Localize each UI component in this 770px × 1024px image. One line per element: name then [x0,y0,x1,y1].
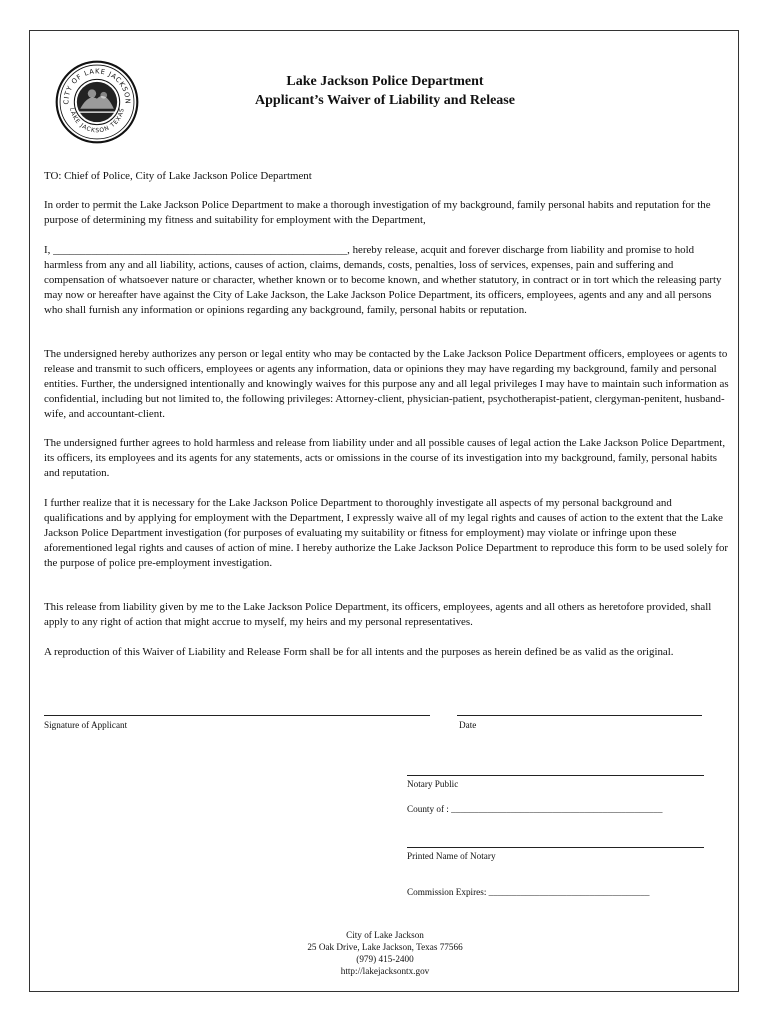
paragraph-7: A reproduction of this Waiver of Liability and Release Form shall be for all intents and the purposes as herein defined be as valid as the original. [44,646,674,658]
commission-expires-field[interactable]: Commission Expires: ___________________________________ [407,887,650,897]
paragraph-6: This release from liability given by me to the Lake Jackson Police Department, its officers, employees, agents and all others as heretofore provided, shall apply to any right of action that might accrue to myself, my heirs and my personal representatives. [44,601,712,628]
footer-street: 25 Oak Drive, Lake Jackson, Texas 77566 [307,942,463,952]
footer-website-link[interactable]: http://lakejacksontx.gov [340,966,430,976]
footer-city: City of Lake Jackson [346,930,424,940]
page-title: Lake Jackson Police Department [286,74,484,89]
paragraph-1: In order to permit the Lake Jackson Police Department to make a thorough investigation of my background, family personal habits and reputation for the purpose of determining my fitness and suitability for employment with the Department, [44,199,711,226]
notary-public-label: Notary Public [407,779,459,789]
page-subtitle: Applicant’s Waiver of Liability and Release [255,93,515,108]
date-line[interactable] [457,715,702,716]
printed-name-label: Printed Name of Notary [407,851,496,861]
applicant-signature-label: Signature of Applicant [44,720,128,730]
footer-address [0,929,770,977]
paragraph-2: I, ______________________________________________________, hereby release, acquit and forever discharge from liability and promise to hold harmless from any and all liability, actions, causes of action, claims, demands, costs, penalties, loss of services, expenses, pain and suffering and compensation of whatsoever nature or character, whether known or to become known, and whether statutory, in contract or in tort which the releasing party may now or hereafter have against the City of Lake Jackson, the Lake Jackson Police Department, its officers, employees, agents and any and all persons who shall furnish any information or opinions regarding any background, family, personal habits or reputation. [44,244,722,316]
county-field[interactable]: County of : ______________________________________________ [407,804,663,814]
paragraph-3: The undersigned hereby authorizes any person or legal entity who may be contacted by the Lake Jackson Police Department officers, employees or agents to release and transmit to such officers, employees or agents any information, data or opinions they may have regarding my background, family and personal entities. Further, the undersigned intentionally and knowingly waives for this purpose any and all legal privileges I may have to maintain such information as confidential, including but not limited to, the following privileges: Attorney-client, physician-patient, psychotherapist-patient, clergyman-penitent, husband-wife, and accountant-client. [44,348,729,420]
date-label: Date [459,720,477,730]
applicant-signature-line[interactable] [44,715,430,716]
printed-name-line[interactable] [407,847,704,848]
paragraph-4: The undersigned further agrees to hold harmless and release from liability under and all possible causes of legal action the Lake Jackson Police Department, its officers, its employees and its agents for any statements, acts or omissions in the course of its investigation into my background, family, personal habits and reputation. [44,437,726,479]
to-line: TO: Chief of Police, City of Lake Jackson Police Department [44,170,312,182]
paragraph-5: I further realize that it is necessary for the Lake Jackson Police Department to thoroughly investigate all aspects of my personal background and qualifications and by applying for employment with the Department, I expressly waive all of my legal rights and causes of action to the extent that the Lake Jackson Police Department investigation (for purposes of evaluating my suitability or fitness for employment) may violate or infringe upon these aforementioned legal rights and causes of action of mine. I hereby authorize the Lake Jackson Police Department to reproduce this form to be used solely for the purpose of police pre-employment investigation. [44,497,729,569]
footer-phone: (979) 415-2400 [356,954,414,964]
seal-top-text: CITY OF LAKE JACKSON [62,67,132,105]
seal-bottom-text: LAKE JACKSON TEXAS [68,107,126,135]
notary-signature-line[interactable] [407,775,704,776]
